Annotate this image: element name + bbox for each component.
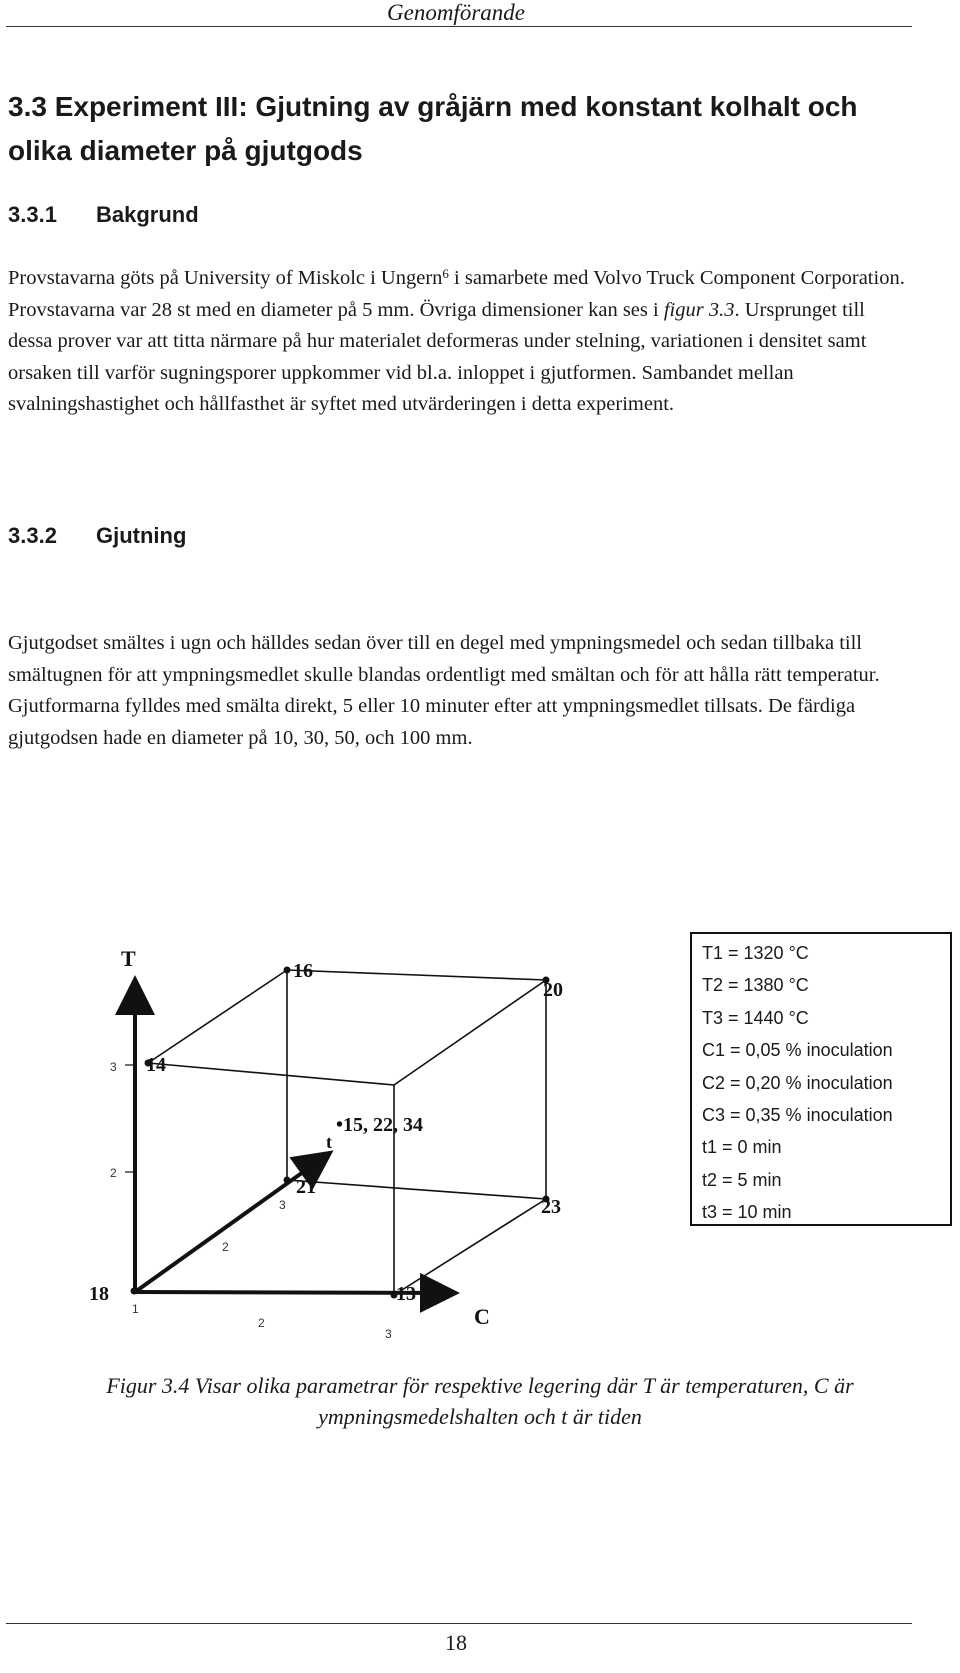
legend-item: t3 = 10 min [702, 1202, 792, 1223]
subsection-heading-gjutning [8, 522, 186, 550]
footer-rule [6, 1623, 912, 1624]
header-rule [6, 26, 912, 27]
caption-line: ympningsmedelshalten och t är tiden [318, 1404, 642, 1429]
paragraph-text: i samarbete med Volvo Truck Component Corporation. Provstavarna var 28 st med en diameter på 5 mm. Övriga dimensioner kan ses i [8, 267, 905, 321]
tick-label: 3 [385, 1327, 392, 1341]
legend-item: T1 = 1320 °C [702, 943, 809, 963]
subsection-title: Bakgrund [96, 202, 199, 227]
subsection-title: Gjutning [96, 523, 187, 548]
axis-label-T: T [121, 946, 136, 971]
figure-legend [690, 932, 952, 1226]
legend-item: T3 = 1440 °C [702, 1007, 809, 1028]
running-head: Genomförande [387, 0, 525, 25]
paragraph-bakgrund [8, 263, 908, 421]
legend-item: T2 = 1380 °C [702, 975, 809, 996]
point-label-13: 13 [396, 1283, 416, 1305]
point-label-20: 20 [543, 979, 563, 1001]
subsection-number: 3.3.1 [8, 202, 57, 227]
page-number: 18 [445, 1630, 467, 1655]
legend-item: t2 = 5 min [702, 1169, 782, 1190]
tick-label: 3 [110, 1060, 117, 1074]
legend-item: C3 = 0,35 % inoculation [702, 1104, 893, 1125]
section-heading: 3.3 Experiment III: Gjutning av gråjärn med konstant kolhalt och olika diameter på gjutgods [8, 91, 858, 166]
legend-item: C2 = 0,20 % inoculation [702, 1072, 893, 1093]
point-label-18: 18 [89, 1283, 109, 1305]
legend-item: C1 = 0,05 % inoculation [702, 1040, 893, 1061]
footnote-reference: 6 [442, 266, 449, 281]
figure-reference: figur 3.3 [663, 298, 735, 321]
point-label-15-22-34: •15, 22, 34 [336, 1114, 424, 1136]
paragraph-gjutning: Gjutgodset smältes i ugn och hälldes sedan över till en degel med ympningsmedel och sedan tillbaka till smältugnen för att ympningsmedlet skulle blandas ordentligt med smältan och för att hålla rätt temperatur. Gjutformarna fylldes med smälta direkt, 5 eller 10 minuter efter att ympningsmedlet tillsats. De färdiga gjutgodsen hade en diameter på 10, 30, 50, och 100 mm. [8, 632, 880, 749]
caption-line: Figur 3.4 Visar olika parametrar för respektive legering där T är temperaturen, C är [106, 1373, 854, 1398]
paragraph-text: . Ursprunget till dessa prover var att titta närmare på hur materialet deformeras under stelning, variationen i densitet samt orsaken till varför sugningsporer uppkommer vid bl.a. inloppet i gjutformen. Sambandet mellan svalningshastighet och hållfasthet är syftet med utvärderingen i detta experiment. [8, 298, 867, 416]
subsection-number: 3.3.2 [8, 523, 57, 548]
tick-label: 2 [222, 1240, 229, 1254]
tick-label: 2 [258, 1316, 265, 1330]
tick-label: 3 [279, 1198, 286, 1212]
point-label-21: 21 [296, 1176, 316, 1198]
point-label-23: 23 [541, 1196, 561, 1218]
tick-label: 2 [110, 1166, 117, 1180]
paragraph-text: Provstavarna göts på University of Miskolc i Ungern [8, 267, 443, 289]
tick-label: 1 [132, 1302, 139, 1316]
point-label-16: 16 [293, 960, 313, 982]
figure-caption [40, 1370, 920, 1432]
legend-item: t1 = 0 min [702, 1137, 782, 1158]
axes [135, 983, 452, 1293]
point-label-14: 14 [146, 1054, 166, 1076]
subsection-heading-bakgrund [8, 201, 199, 229]
axis-label-C: C [474, 1304, 490, 1329]
axis-label-t: t [326, 1132, 332, 1152]
